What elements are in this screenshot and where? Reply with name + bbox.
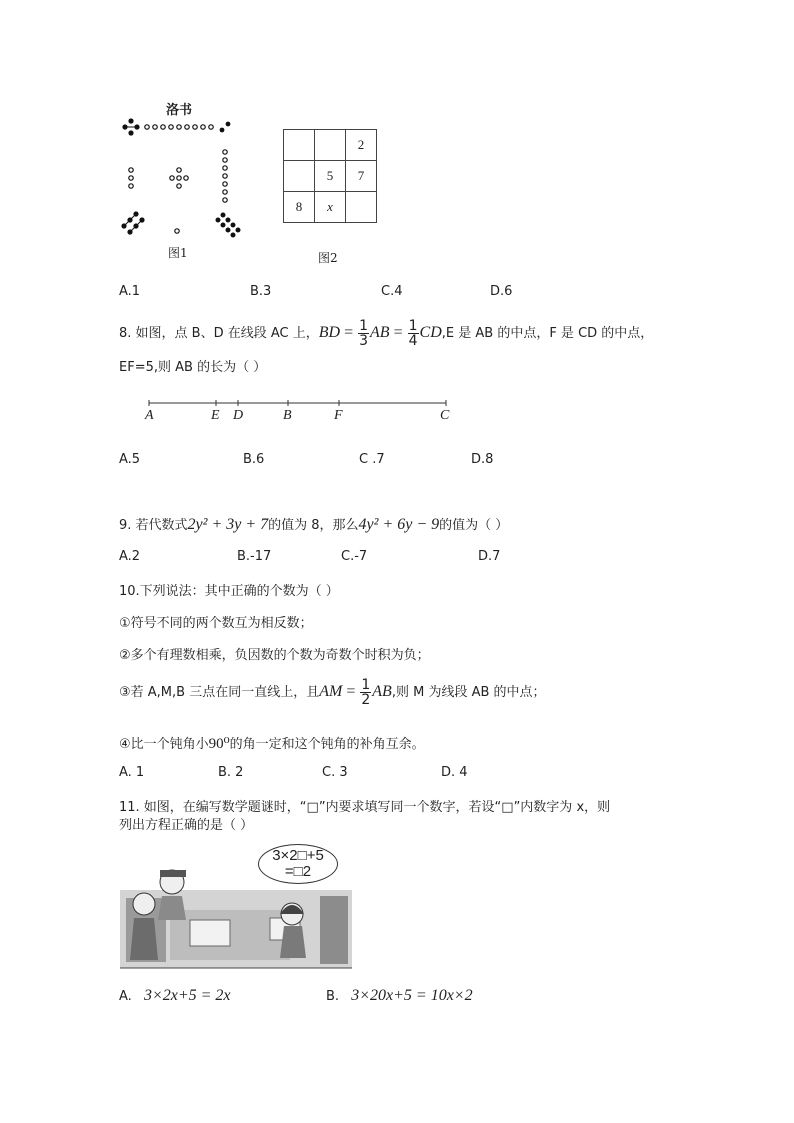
q11-stem-line1: 11. 如图，在编写数学题谜时，“□”内要求填写同一个数字，若设“□”内数字为 x，则 [119,800,611,815]
q9-option-a: A.2 [119,549,141,564]
luoshu-diagram [118,112,248,244]
q10-statement-3: ③若 A,M,B 三点在同一直线上，且AM = $\frac{1}{2}$ AB,则 M 为线段 AB 的中点； [119,677,546,708]
q9-prefix: 9. 若代数式 [119,518,188,533]
q11-option-b-label: B. [326,989,340,1004]
q10-s3-lhs: AM [319,683,343,700]
q11-option-b-expr: 3×20x+5 = 10x×2 [351,987,473,1004]
q10-s3-var: AB [372,683,392,700]
q11-option-a-expr: 3×2x+5 = 2x [143,987,231,1004]
q9-expr1: 2y² + 3y + 7 [187,516,269,533]
q11-option-a-label: A. [119,989,132,1004]
q9-expr2: 4y² + 6y − 9 [358,516,440,533]
q8-segment-diagram [140,395,460,425]
q9-suffix: 的值为（ ） [439,518,509,533]
grid-cell [284,130,315,161]
grid-cell: 2 [346,130,377,161]
q11-stem-line2: 列出方程正确的是（ ） [119,818,254,833]
q8-prefix: 8. 如图，点 B、D 在线段 AC 上， [119,326,319,341]
q8-stem-line2: EF=5,则 AB 的长为（ ） [119,360,267,375]
q10-s4-suffix: 的角一定和这个钝角的补角互余。 [229,737,425,752]
figure1-title: 洛书 [166,103,193,118]
q11-option-a [119,987,231,1005]
q9-stem [119,514,508,534]
q10-statement-2: ②多个有理数相乘，负因数的个数为奇数个时积为负； [119,648,430,663]
point-label-a: A [145,408,154,423]
q10-option-b: B. 2 [218,765,244,780]
q8-eq-lhs: BD [318,324,341,341]
grid-cell: 7 [346,161,377,192]
q10-option-a: A. 1 [119,765,145,780]
q8-option-c: C .7 [359,452,385,467]
q9-option-c: C.-7 [341,549,368,564]
bubble-line-1: 3×2□+5 [272,847,324,864]
q8-frac2: $\frac{1}{4}$ [408,318,418,349]
q8-mid-var: AB [370,324,390,341]
q11-illustration [120,840,352,970]
figure1-caption: 图1 [168,246,188,260]
q9-option-d: D.7 [478,549,501,564]
q8-stem-line1: 8. 如图，点 B、D 在线段 AC 上，BD = $\frac{1}{3}$ AB = $\frac{1}{4}$ CD,E 是 AB 的中点，F 是 CD 的中点， [119,318,654,349]
grid-cell: 8 [284,192,315,223]
q8-option-d: D.8 [471,452,494,467]
q10-s3-prefix: ③若 A,M,B 三点在同一直线上，且 [119,685,320,700]
bubble-line-2: =□2 [284,863,312,880]
q10-s3-suffix: ,则 M 为线段 AB 的中点； [391,685,546,700]
q7-option-d: D.6 [490,284,513,299]
q10-stem: 10.下列说法：其中正确的个数为（ ） [119,584,339,599]
q10-statement-1: ①符号不同的两个数互为相反数； [119,616,313,631]
figure2-caption: 图2 [318,251,338,265]
point-label-f: F [334,408,343,423]
q10-s4-prefix: ④比一个钝角小 [119,737,209,752]
grid-cell: 5 [315,161,346,192]
thought-bubble [258,844,338,884]
grid-cell [346,192,377,223]
q8-rhs-var: CD [419,324,442,341]
q7-option-c: C.4 [381,284,403,299]
q11-option-b [326,987,473,1005]
point-label-d: D [233,408,244,423]
q10-option-d: D. 4 [441,765,468,780]
q8-suffix: ,E 是 AB 的中点，F 是 CD 的中点， [441,326,654,341]
q7-option-b: B.3 [250,284,272,299]
q9-option-b: B.-17 [237,549,272,564]
q10-option-c: C. 3 [322,765,348,780]
grid-cell [284,161,315,192]
point-label-b: B [283,408,292,423]
q8-option-a: A.5 [119,452,141,467]
q10-s4-angle: 90⁰ [208,736,230,752]
q9-middle: 的值为 8，那么 [268,518,359,533]
q8-option-b: B.6 [243,452,265,467]
grid-cell: x [315,192,346,223]
q10-statement-4 [119,733,425,753]
grid-cell [315,130,346,161]
q7-option-a: A.1 [119,284,141,299]
q8-frac1: $\frac{1}{3}$ [359,318,369,349]
point-label-c: C [440,408,450,423]
point-label-e: E [211,408,220,423]
figure2-grid [283,129,377,223]
q10-s3-frac: $\frac{1}{2}$ [361,677,371,708]
